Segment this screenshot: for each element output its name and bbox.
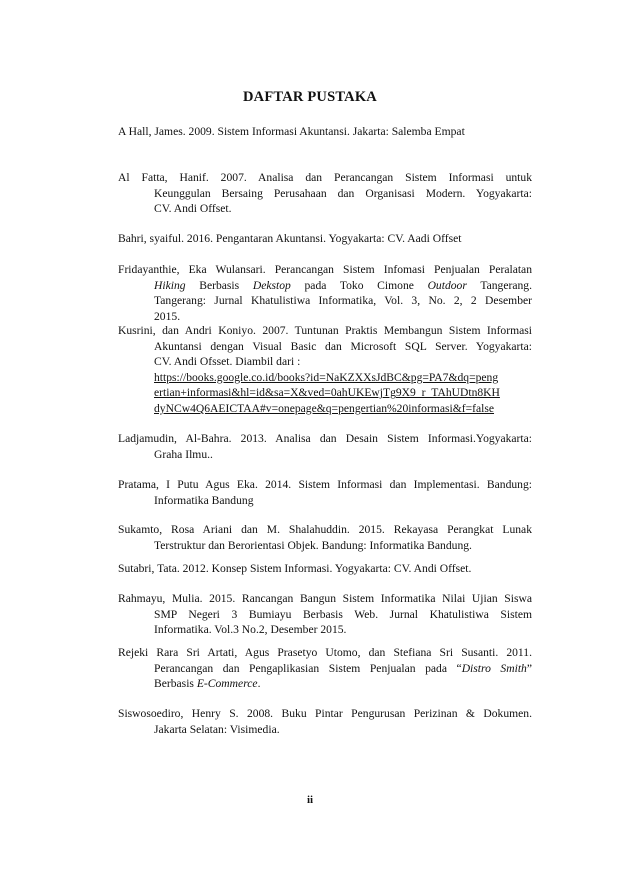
reference-line: Terstruktur dan Berorientasi Objek. Bandung: Informatika Bandung. bbox=[154, 538, 472, 552]
reference-line: Rahmayu, Mulia. 2015. Rancangan Bangun Sistem Informatika Nilai Ujian Siswa bbox=[118, 592, 532, 605]
reference-line: Ladjamudin, Al-Bahra. 2013. Analisa dan Desain Sistem Informasi.Yogyakarta: bbox=[118, 432, 532, 445]
reference-entry bbox=[118, 262, 532, 324]
reference-line: A Hall, James. 2009. Sistem Informasi Akuntansi. Jakarta: Salemba Empat bbox=[118, 125, 465, 138]
reference-entry bbox=[118, 522, 532, 553]
reference-line: Keunggulan Bersaing Perusahaan dan Organisasi Modern. Yogyakarta: bbox=[154, 186, 532, 200]
reference-italic-title: Outdoor bbox=[427, 278, 467, 292]
reference-line: Kusrini, dan Andri Koniyo. 2007. Tuntunan Praktis Membangun Sistem Informasi bbox=[118, 324, 532, 337]
reference-line: Hiking Berbasis Dekstop pada Toko Cimone Outdoor Tangerang. bbox=[154, 278, 532, 292]
page-title: DAFTAR PUSTAKA bbox=[243, 89, 377, 105]
reference-line: Berbasis E-Commerce. bbox=[154, 677, 261, 691]
reference-line: Bahri, syaiful. 2016. Pengantaran Akuntansi. Yogyakarta: CV. Aadi Offset bbox=[118, 232, 462, 245]
reference-link[interactable]: ertian+informasi&hl=id&sa=X&ved=0ahUKEwjTg9X9_r_TAhUDtn8KH bbox=[154, 386, 500, 400]
reference-entry bbox=[118, 477, 532, 508]
reference-line: Graha Ilmu.. bbox=[154, 447, 213, 461]
reference-entry bbox=[118, 561, 532, 577]
reference-line: Siswosoediro, Henry S. 2008. Buku Pintar Pengurusan Perizinan & Dokumen. bbox=[118, 707, 532, 720]
page-number: ii bbox=[306, 794, 314, 806]
reference-italic-title: Dekstop bbox=[252, 278, 291, 292]
reference-line: SMP Negeri 3 Bumiayu Berbasis Web. Jurnal Khatulistiwa Sistem bbox=[154, 607, 532, 621]
reference-line: Informatika. Vol.3 No.2, Desember 2015. bbox=[154, 623, 347, 637]
reference-line: Akuntansi dengan Visual Basic dan Microsoft SQL Server. Yogyakarta: bbox=[154, 339, 532, 353]
reference-line: CV. Andi Ofsset. Diambil dari : bbox=[154, 355, 301, 369]
reference-line: Jakarta Selatan: Visimedia. bbox=[154, 722, 280, 736]
reference-line: Informatika Bandung bbox=[154, 493, 254, 507]
reference-line: 2015. bbox=[154, 309, 181, 323]
reference-line: Fridayanthie, Eka Wulansari. Perancangan Sistem Infomasi Penjualan Peralatan bbox=[118, 263, 532, 276]
reference-line: Pratama, I Putu Agus Eka. 2014. Sistem Informasi dan Implementasi. Bandung: bbox=[118, 478, 532, 491]
reference-entry bbox=[118, 591, 532, 638]
reference-entry bbox=[118, 170, 532, 217]
reference-line: Perancangan dan Pengaplikasian Sistem Penjualan pada “Distro Smith” bbox=[154, 661, 532, 675]
reference-entry bbox=[118, 323, 532, 417]
reference-link[interactable]: dyNCw4Q6AEICTAA#v=onepage&q=pengertian%20informasi&f=false bbox=[154, 401, 495, 415]
reference-italic-title: Hiking bbox=[154, 278, 186, 292]
reference-line: Al Fatta, Hanif. 2007. Analisa dan Perancangan Sistem Informasi untuk bbox=[118, 171, 532, 184]
reference-entry bbox=[118, 706, 532, 737]
reference-entry bbox=[118, 431, 532, 462]
reference-italic-title: E-Commerce bbox=[196, 677, 258, 691]
reference-line: Rejeki Rara Sri Artati, Agus Prasetyo Utomo, dan Stefiana Sri Susanti. 2011. bbox=[118, 646, 532, 659]
reference-entry bbox=[118, 231, 532, 247]
reference-entry bbox=[118, 645, 532, 692]
reference-italic-title: Distro Smith bbox=[461, 661, 527, 675]
reference-line: Sutabri, Tata. 2012. Konsep Sistem Informasi. Yogyakarta: CV. Andi Offset. bbox=[118, 562, 472, 575]
reference-link[interactable]: https://books.google.co.id/books?id=NaKZXXsJdBC&pg=PA7&dq=peng bbox=[154, 370, 499, 384]
reference-entry bbox=[118, 124, 532, 140]
reference-line: Tangerang: Jurnal Khatulistiwa Informatika, Vol. 3, No. 2, 2 Desember bbox=[154, 294, 532, 308]
reference-line: Sukamto, Rosa Ariani dan M. Shalahuddin. 2015. Rekayasa Perangkat Lunak bbox=[118, 523, 532, 536]
reference-line: CV. Andi Offset. bbox=[154, 202, 232, 216]
